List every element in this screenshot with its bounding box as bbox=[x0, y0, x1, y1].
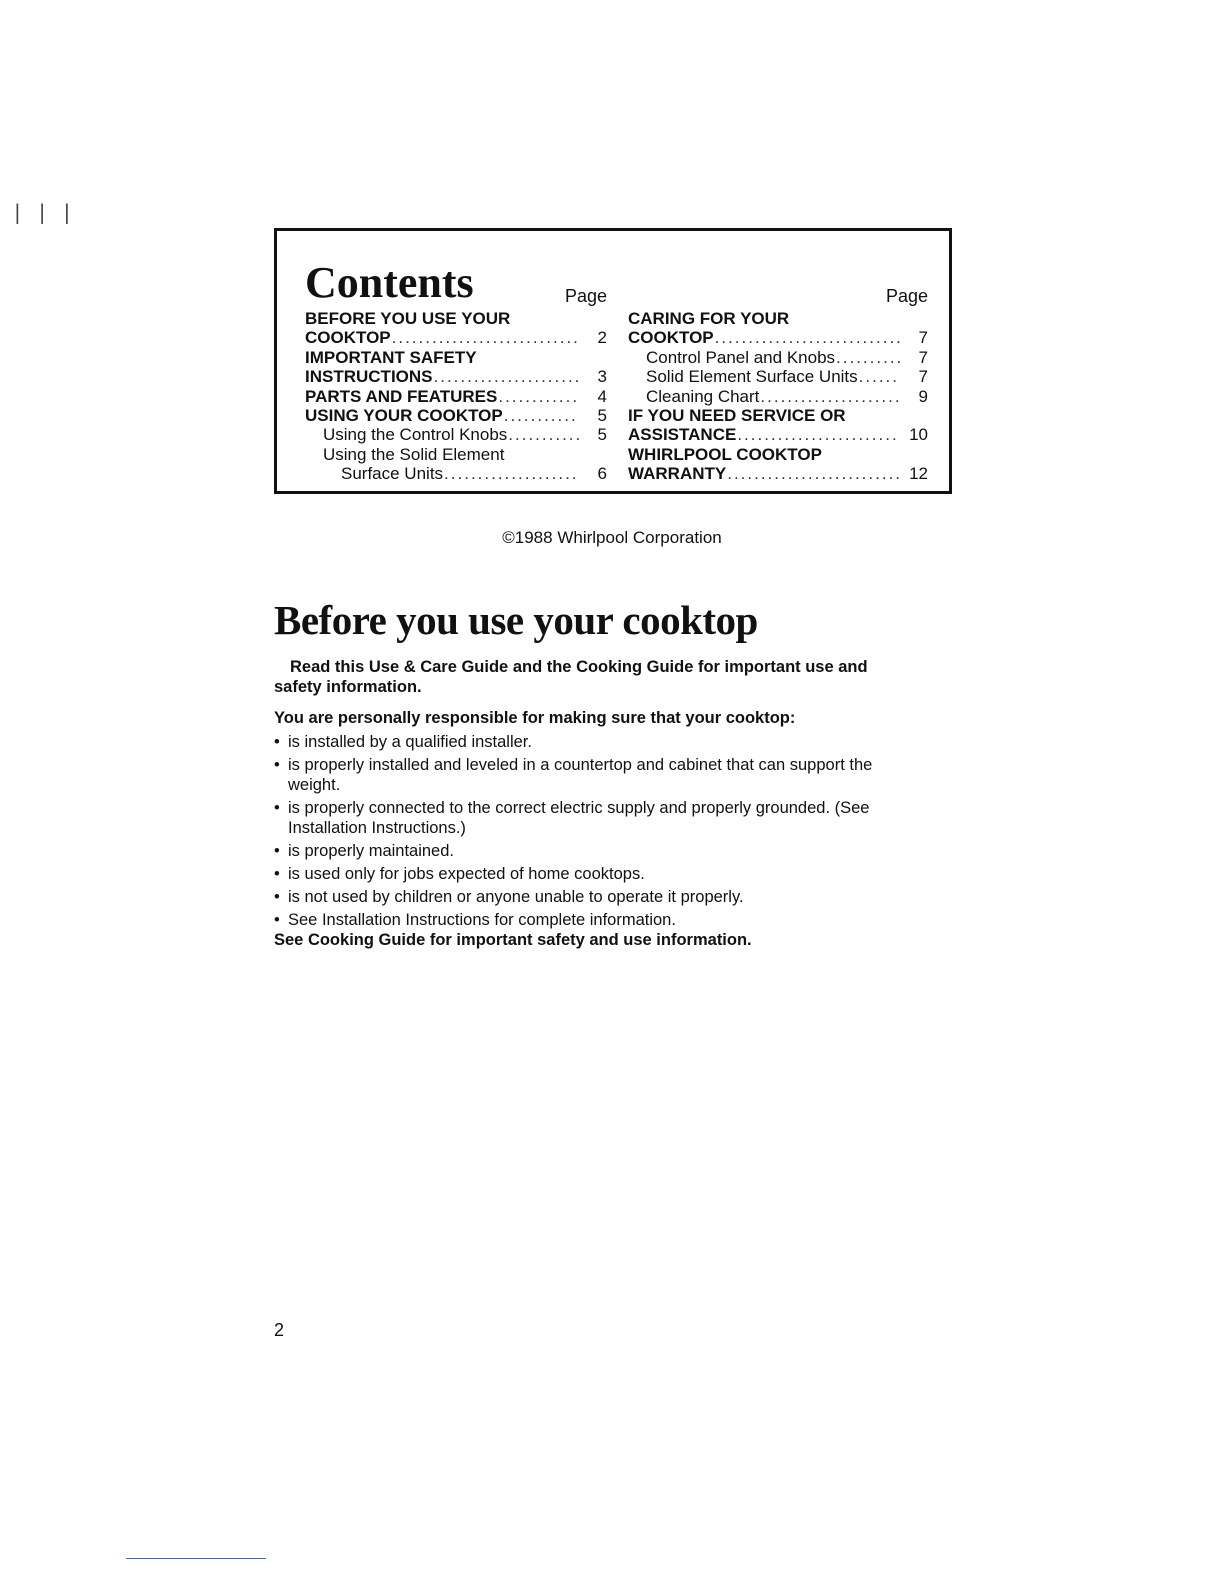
toc-page-header: Page bbox=[885, 286, 928, 306]
toc-entry bbox=[305, 445, 607, 464]
toc-entry-page: 12 bbox=[909, 464, 928, 484]
toc-entry bbox=[628, 309, 928, 328]
list-item: • is installed by a qualified installer. bbox=[274, 732, 874, 752]
toc-entry-title: Solid Element Surface Units bbox=[646, 367, 858, 387]
toc-entry bbox=[628, 445, 928, 464]
list-item: • is used only for jobs expected of home cooktops. bbox=[274, 864, 874, 884]
toc-entry bbox=[305, 328, 607, 347]
list-item: • is not used by children or anyone unable to operate it properly. bbox=[274, 887, 874, 907]
toc-entry-page: 9 bbox=[918, 386, 928, 406]
toc-entry-page: 2 bbox=[597, 328, 607, 348]
toc-entry bbox=[305, 425, 607, 444]
toc-entry-title: BEFORE YOU USE YOUR bbox=[305, 309, 511, 328]
list-item: • See Installation Instructions for complete information. bbox=[274, 910, 874, 930]
toc-leader-dots bbox=[715, 328, 900, 347]
toc-entry bbox=[628, 464, 928, 483]
toc-entry-title: CARING FOR YOUR bbox=[628, 309, 790, 328]
toc-entry bbox=[628, 328, 928, 347]
toc-leader-dots bbox=[392, 328, 579, 347]
toc-entry bbox=[305, 348, 607, 367]
toc-right-column bbox=[628, 287, 928, 484]
toc-entry bbox=[628, 387, 928, 406]
toc-page-header: Page bbox=[564, 286, 607, 306]
closing-note: See Cooking Guide for important safety and use information. bbox=[274, 931, 752, 949]
toc-leader-dots bbox=[727, 464, 900, 483]
toc-leader-dots bbox=[508, 425, 579, 444]
toc-leader-dots bbox=[760, 387, 900, 406]
toc-entry bbox=[628, 406, 928, 425]
toc-entry bbox=[628, 425, 928, 444]
toc-entry-page: 5 bbox=[597, 425, 607, 445]
toc-entry bbox=[628, 367, 928, 386]
contents-title: Contents bbox=[305, 258, 474, 307]
toc-entry-page: 4 bbox=[597, 386, 607, 406]
toc-entry-page: 5 bbox=[597, 406, 607, 426]
toc-entry-title: USING YOUR COOKTOP bbox=[305, 406, 503, 426]
toc-entry-page: 7 bbox=[918, 347, 928, 367]
toc-entry bbox=[305, 387, 607, 406]
responsibility-list bbox=[274, 732, 874, 933]
toc-entry-title: WARRANTY bbox=[628, 464, 727, 484]
toc-entry-page: 6 bbox=[597, 464, 607, 484]
page-number: 2 bbox=[274, 1320, 285, 1340]
list-item: • is properly connected to the correct electric supply and properly grounded. (See Installation Instructions.) bbox=[274, 798, 874, 838]
toc-entry bbox=[305, 309, 607, 328]
list-item: • is properly installed and leveled in a countertop and cabinet that can support the weight. bbox=[274, 755, 874, 795]
toc-entry-page: 7 bbox=[918, 328, 928, 348]
contents-box bbox=[274, 228, 952, 494]
responsibility-statement: You are personally responsible for making sure that your cooktop: bbox=[274, 709, 796, 727]
toc-leader-dots bbox=[504, 406, 579, 425]
intro-paragraph: Read this Use & Care Guide and the Cooking Guide for important use and safety information. bbox=[274, 658, 868, 696]
footer-rule bbox=[126, 1558, 266, 1559]
list-item: • is properly maintained. bbox=[274, 841, 874, 861]
toc-entry bbox=[305, 406, 607, 425]
toc-leader-dots bbox=[444, 464, 579, 483]
toc-leader-dots bbox=[737, 425, 900, 444]
toc-entry-title: Cleaning Chart bbox=[646, 386, 760, 406]
scan-marks: ||| bbox=[14, 200, 89, 224]
toc-entry-page: 10 bbox=[909, 425, 928, 445]
toc-leader-dots bbox=[434, 367, 580, 386]
toc-entry-title: WHIRLPOOL COOKTOP bbox=[628, 444, 822, 464]
toc-leader-dots bbox=[498, 387, 579, 406]
toc-entry bbox=[305, 367, 607, 386]
toc-left-column bbox=[305, 287, 607, 484]
toc-leader-dots bbox=[836, 348, 900, 367]
toc-entry-title: ASSISTANCE bbox=[628, 425, 737, 445]
toc-entry-title: Surface Units bbox=[341, 464, 444, 484]
section-heading: Before you use your cooktop bbox=[274, 597, 758, 643]
toc-entry-title: IF YOU NEED SERVICE OR bbox=[628, 406, 846, 426]
toc-entry-title: COOKTOP bbox=[628, 328, 714, 348]
toc-entry-title: PARTS AND FEATURES bbox=[305, 386, 498, 406]
toc-entry-title: IMPORTANT SAFETY bbox=[305, 347, 477, 367]
toc-entry-title: Using the Solid Element bbox=[323, 444, 505, 464]
toc-entry-title: Using the Control Knobs bbox=[323, 425, 508, 445]
toc-entry-title: INSTRUCTIONS bbox=[305, 367, 433, 387]
toc-entry bbox=[628, 348, 928, 367]
toc-entry-title: Control Panel and Knobs bbox=[646, 347, 836, 367]
toc-entry bbox=[305, 464, 607, 483]
toc-entry-title: COOKTOP bbox=[305, 328, 391, 348]
toc-leader-dots bbox=[859, 367, 900, 386]
toc-entry-page: 7 bbox=[918, 367, 928, 387]
copyright-notice: ©1988 Whirlpool Corporation bbox=[502, 528, 722, 547]
toc-entry-page: 3 bbox=[597, 367, 607, 387]
